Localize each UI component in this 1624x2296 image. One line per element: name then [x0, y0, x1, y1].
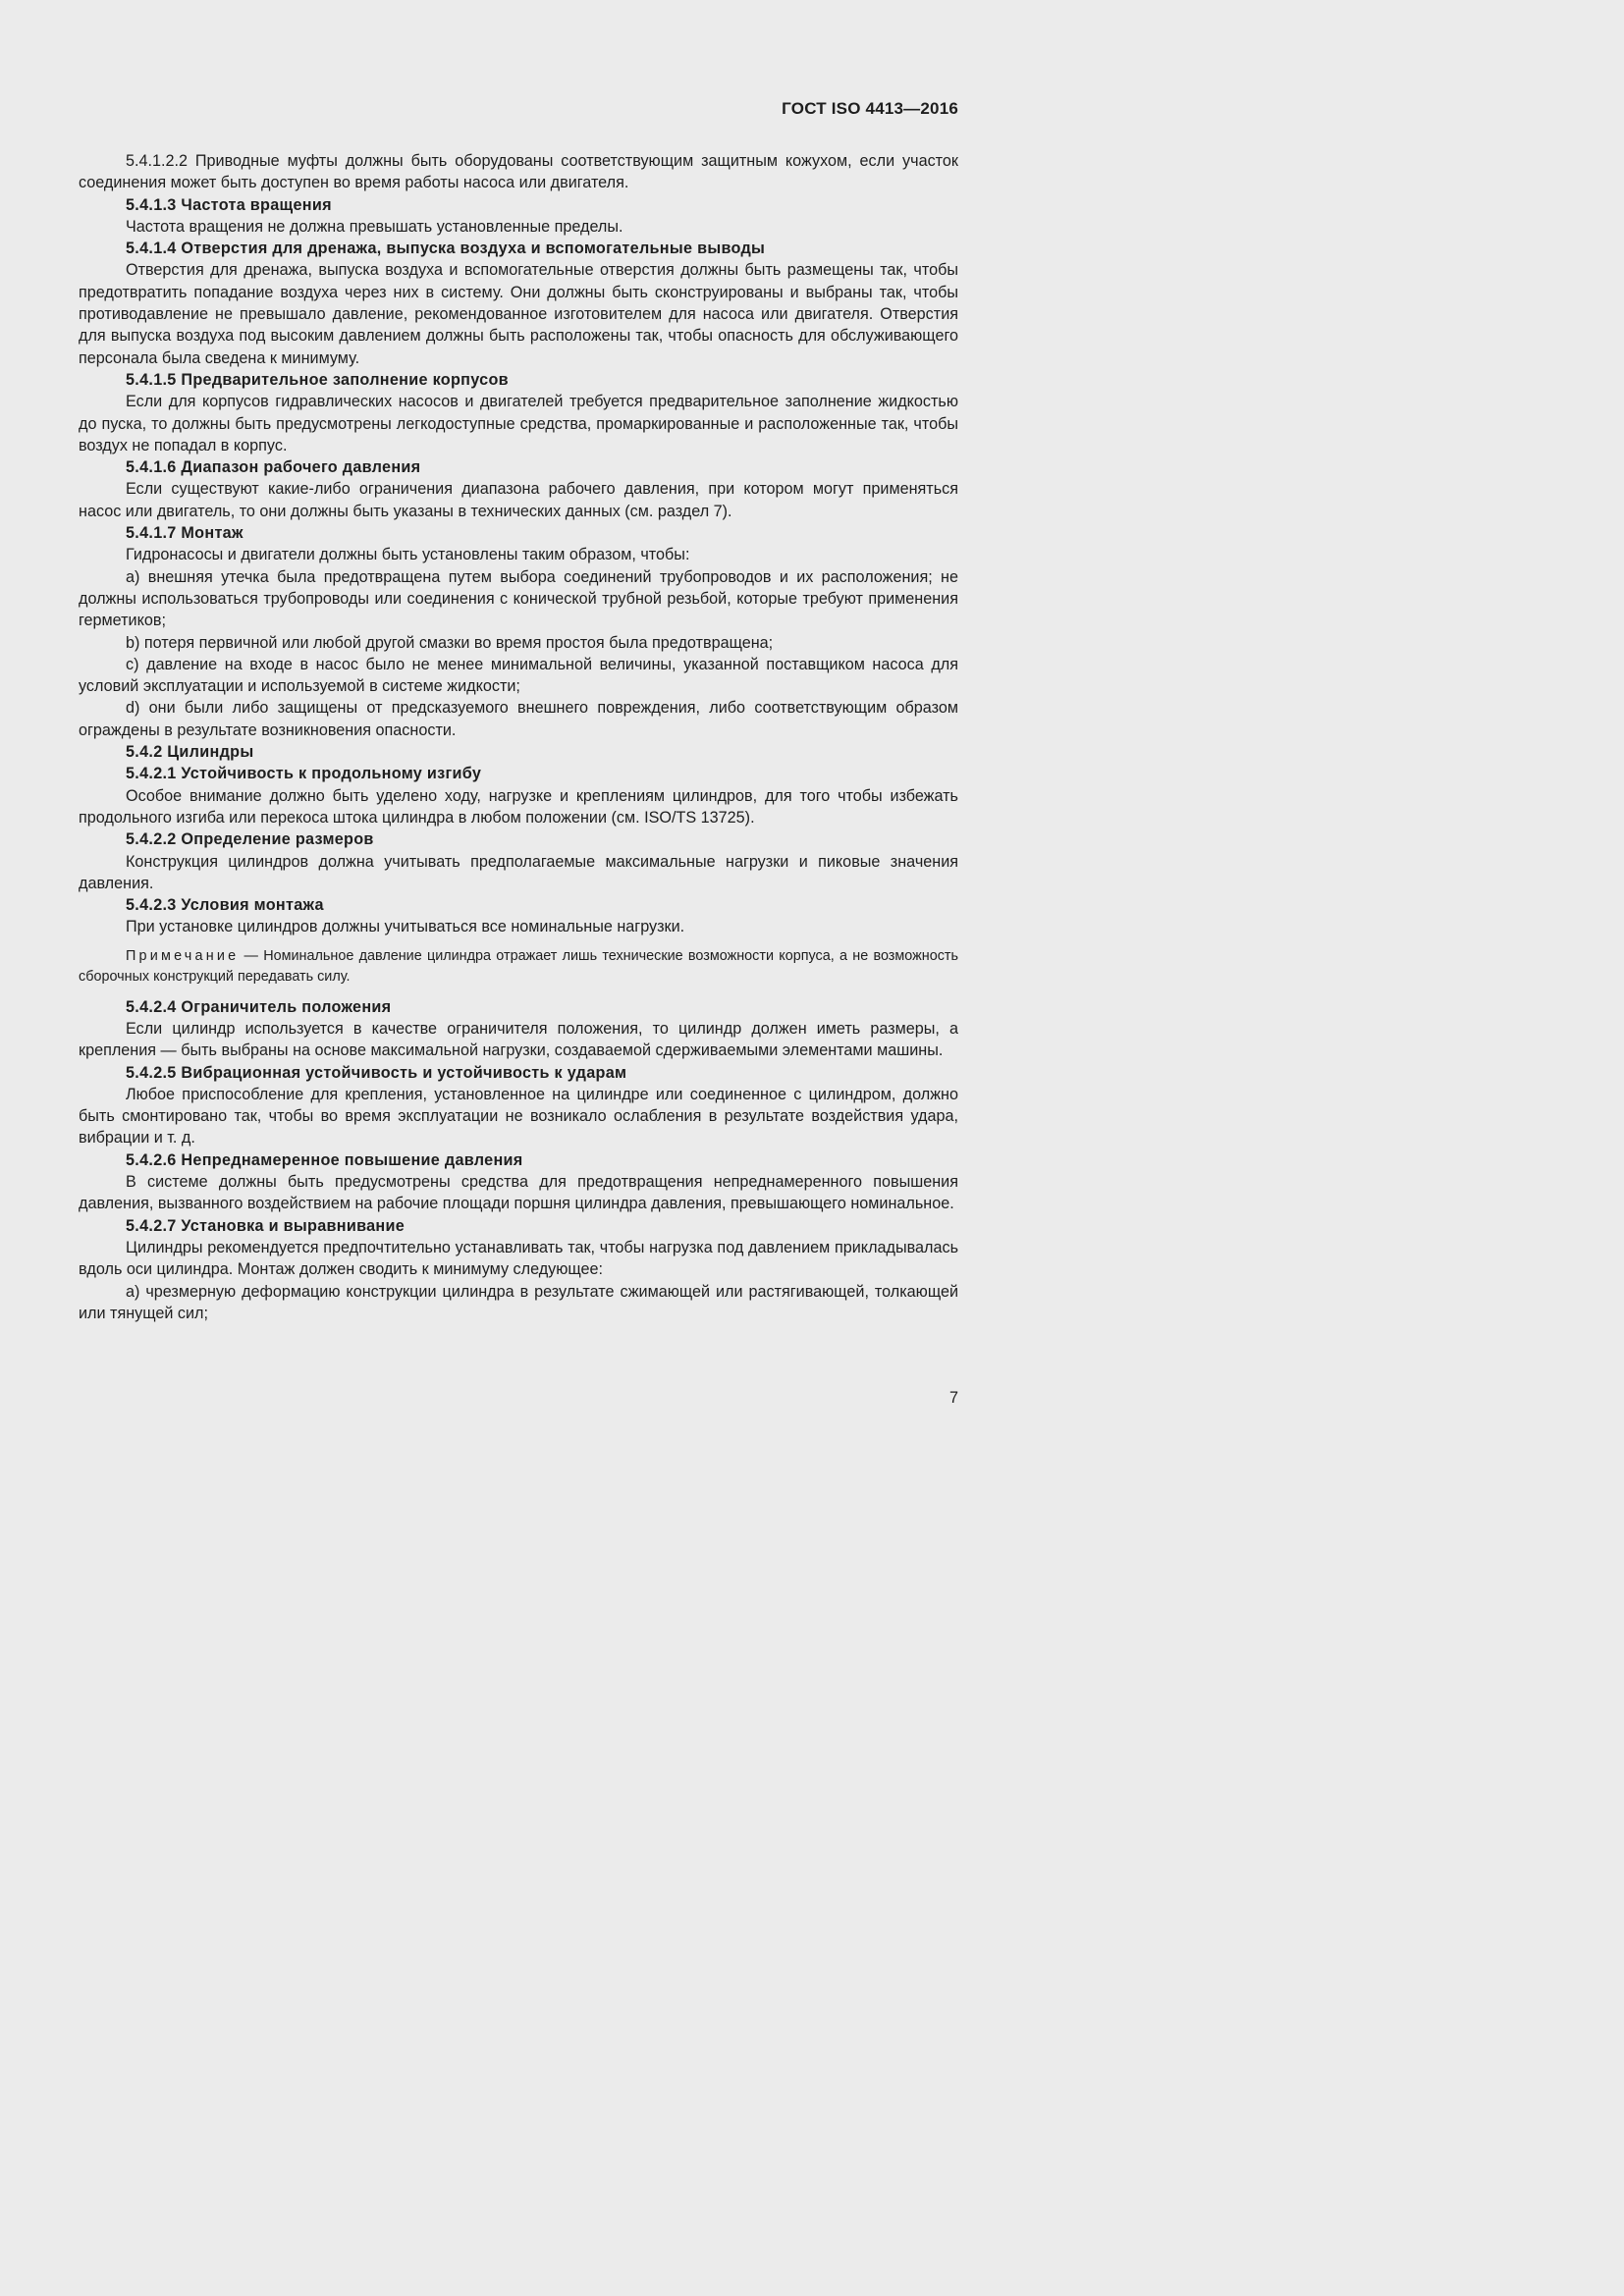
paragraph: Если цилиндр используется в качестве ограничителя положения, то цилиндр должен иметь размеры, а крепления — быть выбраны на основе максимальной нагрузки, создаваемой сдерживаемыми элементами машины.: [79, 1019, 958, 1060]
paragraph: Цилиндры рекомендуется предпочтительно устанавливать так, чтобы нагрузка под давлением прикладывалась вдоль оси цилиндра. Монтаж должен сводить к минимуму следующее:: [79, 1238, 958, 1279]
paragraph: Если для корпусов гидравлических насосов и двигателей требуется предварительное заполнение жидкостью до пуска, то должны быть предусмотрены легкодоступные средства, промаркированные и расположенные так, чтобы воздух не попадал в корпус.: [79, 393, 958, 454]
list-item: d) они были либо защищены от предсказуемого внешнего повреждения, либо соответствующим образом ограждены в результате возникновения опасности.: [79, 699, 958, 739]
document-header: ГОСТ ISO 4413—2016: [782, 99, 958, 118]
section-heading: 5.4.2.2 Определение размеров: [126, 830, 374, 849]
section-heading: 5.4.2.4 Ограничитель положения: [126, 997, 392, 1016]
paragraph: Конструкция цилиндров должна учитывать предполагаемые максимальные нагрузки и пиковые значения давления.: [79, 852, 958, 892]
section-heading: 5.4.2.7 Установка и выравнивание: [126, 1216, 406, 1235]
document-body: [79, 150, 958, 1324]
paragraph: Отверстия для дренажа, выпуска воздуха и вспомогательные отверстия должны быть размещены так, чтобы предотвратить попадание воздуха через них в систему. Они должны быть сконструированы и выбраны так, чтобы противодавление не превышало давление, рекомендованное изготовителем для насоса или двигателя. Отверстия для выпуска воздуха под высоким давлением должны быть расположены так, чтобы опасность для обслуживающего персонала была сведена к минимуму.: [79, 261, 958, 367]
section-heading: 5.4.2.1 Устойчивость к продольному изгибу: [126, 765, 482, 783]
paragraph: Гидронасосы и двигатели должны быть установлены таким образом, чтобы:: [126, 546, 690, 564]
paragraph: Частота вращения не должна превышать установленные пределы.: [126, 217, 623, 236]
paragraph: При установке цилиндров должны учитываться все номинальные нагрузки.: [126, 918, 685, 936]
paragraph: Особое внимание должно быть уделено ходу, нагрузке и креплениям цилиндров, для того чтобы избежать продольного изгиба или перекоса штока цилиндра в любом положении (см. ISO/TS 13725).: [79, 786, 958, 827]
section-heading: 5.4.2.6 Непреднамеренное повышение давления: [126, 1150, 523, 1169]
list-item: c) давление на входе в насос было не менее минимальной величины, указанной поставщиком насоса для условий эксплуатации и используемой в системе жидкости;: [79, 655, 958, 696]
list-item: a) внешняя утечка была предотвращена путем выбора соединений трубопроводов и их расположения; не должны использоваться трубопроводы или соединения с конической трубной резьбой, которые требуют применения герметиков;: [79, 567, 958, 630]
section-heading: 5.4.1.3 Частота вращения: [126, 195, 332, 214]
paragraph: Если существуют какие-либо ограничения диапазона рабочего давления, при котором могут применяться насос или двигатель, то они должны быть указаны в технических данных (см. раздел 7).: [79, 480, 958, 520]
section-heading: 5.4.2.5 Вибрационная устойчивость и устойчивость к ударам: [126, 1063, 627, 1082]
section-heading: 5.4.1.7 Монтаж: [126, 524, 244, 543]
section-heading: 5.4.2 Цилиндры: [126, 743, 254, 762]
page-number: 7: [948, 1389, 958, 1407]
note-label: Примечание: [126, 947, 240, 964]
section-heading: 5.4.2.3 Условия монтажа: [126, 896, 324, 915]
note-text: — Номинальное давление цилиндра отражает лишь технические возможности корпуса, а не возможность сборочных конструкций передавать силу.: [79, 947, 958, 985]
paragraph: 5.4.1.2.2 Приводные муфты должны быть оборудованы соответствующим защитным кожухом, если участок соединения может быть доступен во время работы насоса или двигателя.: [79, 152, 958, 192]
list-item: a) чрезмерную деформацию конструкции цилиндра в результате сжимающей или растягивающей, толкающей или тянущей сил;: [79, 1282, 958, 1322]
section-heading: 5.4.1.6 Диапазон рабочего давления: [126, 458, 421, 477]
list-item: b) потеря первичной или любой другой смазки во время простоя была предотвращена;: [126, 633, 774, 652]
paragraph: В системе должны быть предусмотрены средства для предотвращения непреднамеренного повышения давления, вызванного воздействием на рабочие площади поршня цилиндра давления, превышающего номинальное.: [79, 1173, 958, 1213]
paragraph: Любое приспособление для крепления, установленное на цилиндре или соединенное с цилиндром, должно быть смонтировано так, чтобы во время эксплуатации не возникало ослабления в результате воздействия удара, вибрации и т. д.: [79, 1085, 958, 1148]
section-heading: 5.4.1.5 Предварительное заполнение корпусов: [126, 370, 509, 389]
section-heading: 5.4.1.4 Отверстия для дренажа, выпуска воздуха и вспомогательные выводы: [126, 240, 766, 258]
note: [79, 946, 958, 988]
